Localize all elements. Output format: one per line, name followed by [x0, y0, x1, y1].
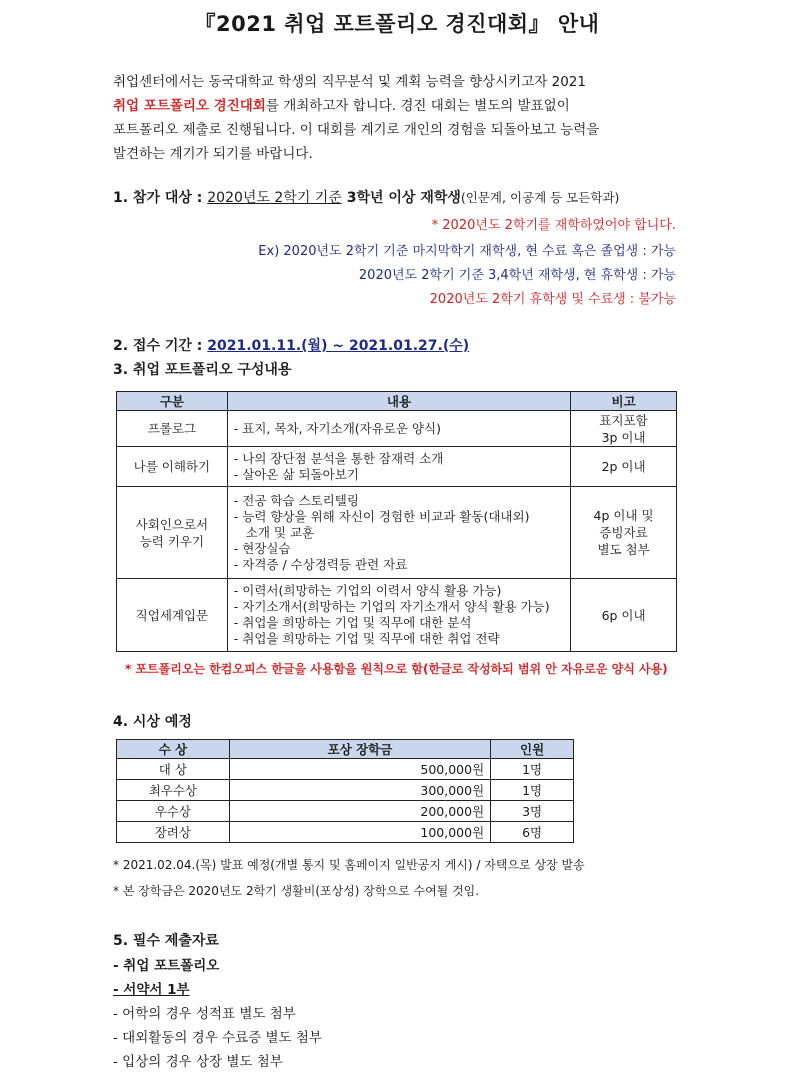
table-row [117, 447, 677, 487]
award-amount: 100,000원 [229, 822, 490, 843]
table-header: 구분 [117, 392, 228, 411]
table-row [117, 822, 574, 843]
intro-line-3: 포트폴리오 제출로 진행됩니다. 이 대회를 계기로 개인의 경험을 되돌아보고 능력을 [113, 122, 600, 138]
table-header: 포상 장학금 [229, 740, 490, 759]
portfolio-note: * 포트폴리오는 한컴오피스 한글을 사용함을 원칙으로 함(한글로 작성하되 범위 안 자유로운 양식 사용) [125, 662, 668, 676]
table-header: 수 상 [117, 740, 230, 759]
table-row [117, 487, 677, 579]
content-line: - 능력 향상을 위해 자신이 경험한 비교과 활동(대내외) [233, 508, 530, 524]
remark-line: 표지포함 [599, 412, 648, 428]
remark-line: 4p 이내 및 [593, 508, 654, 523]
section-2-heading [113, 335, 469, 355]
section-2-period: 2021.01.11.(월) ~ 2021.01.27.(수) [207, 338, 470, 354]
section-1-target: 2020년도 2학기 기준 [207, 190, 342, 206]
row-category [117, 487, 228, 579]
award-amount: 500,000원 [229, 759, 490, 780]
content-line: - 전공 학습 스토리텔링 [233, 492, 359, 508]
award-amount: 200,000원 [229, 801, 490, 822]
table-row [117, 579, 677, 652]
intro-line-1: 취업센터에서는 동국대학교 학생의 직무분석 및 계획 능력을 향상시키고자 2021 [113, 74, 586, 90]
content-line: - 표지, 목차, 자기소개(자유로운 양식) [233, 420, 441, 436]
award-count: 3명 [491, 801, 574, 822]
content-line: - 현장실습 [233, 540, 291, 556]
intro-line-4: 발견하는 계기가 되기를 바랍니다. [113, 146, 313, 162]
remark-line: 6p 이내 [601, 607, 646, 623]
row-content [227, 579, 570, 652]
content-line: - 취업을 희망하는 기업 및 직무에 대한 취업 전략 [233, 631, 500, 646]
row-remark [571, 579, 677, 652]
row-remark [571, 411, 677, 447]
section-3-heading: 3. 취업 포트폴리오 구성내용 [113, 362, 292, 378]
section-1-heading [113, 187, 693, 207]
table-row [117, 411, 677, 447]
intro-paragraph [113, 70, 693, 166]
portfolio-composition-table [116, 391, 677, 652]
intro-line-2: 를 개최하고자 합니다. 경진 대회는 별도의 발표없이 [265, 98, 570, 114]
section-4-heading: 4. 시상 예정 [113, 714, 192, 730]
content-line: - 자기소개서(희망하는 기업의 자기소개서 양식 활용 가능) [233, 599, 550, 614]
document-title: 『2021 취업 포트폴리오 경진대회』 안내 [194, 12, 600, 36]
award-name: 장려상 [117, 822, 230, 843]
remark-line: 증빙자료 [599, 525, 648, 540]
intro-highlight: 취업 포트폴리오 경진대회 [113, 98, 266, 114]
section-2-label: 2. 접수 기간 : [113, 338, 208, 354]
row-content [227, 411, 570, 447]
section-5-heading: 5. 필수 제출자료 [113, 933, 219, 949]
awards-table [116, 739, 574, 843]
remark-line: 3p 이내 [601, 429, 646, 445]
awards-note-2: * 본 장학금은 2020년도 2학기 생활비(포상성) 장학으로 수여될 것임. [113, 884, 480, 898]
row-category: 나를 이해하기 [117, 447, 228, 487]
table-row [117, 780, 574, 801]
table-header: 인원 [491, 740, 574, 759]
content-line: - 나의 장단점 분석을 통한 잠재력 소개 [233, 450, 444, 466]
section-1-label: 1. 참가 대상 : [113, 190, 208, 206]
table-row [117, 801, 574, 822]
remark-line: 별도 첨부 [597, 542, 650, 557]
award-name: 최우수상 [117, 780, 230, 801]
awards-note-1: * 2021.02.04.(목) 발표 예정(개별 통지 및 홈페이지 일반공지 게시) / 자택으로 상장 발송 [113, 858, 585, 872]
award-count: 6명 [491, 822, 574, 843]
row-remark [571, 487, 677, 579]
content-line: - 살아온 삶 되돌아보기 [233, 466, 359, 482]
award-name: 우수상 [117, 801, 230, 822]
list-item: - 대외활동의 경우 수료증 별도 첨부 [113, 1030, 322, 1046]
row-content [227, 447, 570, 487]
section-1-note: * 2020년도 2학기를 재학하였어야 합니다. [431, 218, 676, 233]
row-category: 프롤로그 [117, 411, 228, 447]
section-1-example-3: 2020년도 2학기 휴학생 및 수료생 : 불가능 [429, 292, 676, 307]
section-1-example-2: 2020년도 2학기 기준 3,4학년 재학생, 현 휴학생 : 가능 [358, 268, 676, 283]
row-remark [571, 447, 677, 487]
table-row [117, 759, 574, 780]
content-line: - 이력서(희망하는 기업의 이력서 양식 활용 가능) [233, 583, 502, 598]
section-1-target2: 3학년 이상 재학생 [341, 190, 461, 206]
table-header: 비고 [571, 392, 677, 411]
table-header: 내용 [227, 392, 570, 411]
section-1-scope: (인문계, 이공계 등 모든학과) [460, 190, 620, 205]
content-line: - 취업을 희망하는 기업 및 직무에 대한 분석 [233, 615, 472, 630]
remark-line: 2p 이내 [601, 459, 646, 474]
content-line: - 자격증 / 수상경력등 관련 자료 [233, 556, 408, 572]
list-item: - 어학의 경우 성적표 별도 첨부 [113, 1006, 296, 1022]
required-documents-list [113, 954, 322, 1074]
category-line: 능력 키우기 [139, 533, 205, 549]
list-item: - 취업 포트폴리오 [113, 958, 220, 974]
row-category: 직업세계입문 [117, 579, 228, 652]
section-1-example-1: Ex) 2020년도 2학기 기준 마지막학기 재학생, 현 수료 혹은 졸업생 : 가능 [258, 244, 676, 259]
award-count: 1명 [491, 759, 574, 780]
content-line: 소개 및 교훈 [245, 524, 315, 540]
row-content [227, 487, 570, 579]
award-count: 1명 [491, 780, 574, 801]
category-line: 사회인으로서 [135, 516, 209, 532]
list-item: - 입상의 경우 상장 별도 첨부 [113, 1054, 283, 1070]
award-name: 대 상 [117, 759, 230, 780]
award-amount: 300,000원 [229, 780, 490, 801]
list-item: - 서약서 1부 [113, 982, 190, 998]
